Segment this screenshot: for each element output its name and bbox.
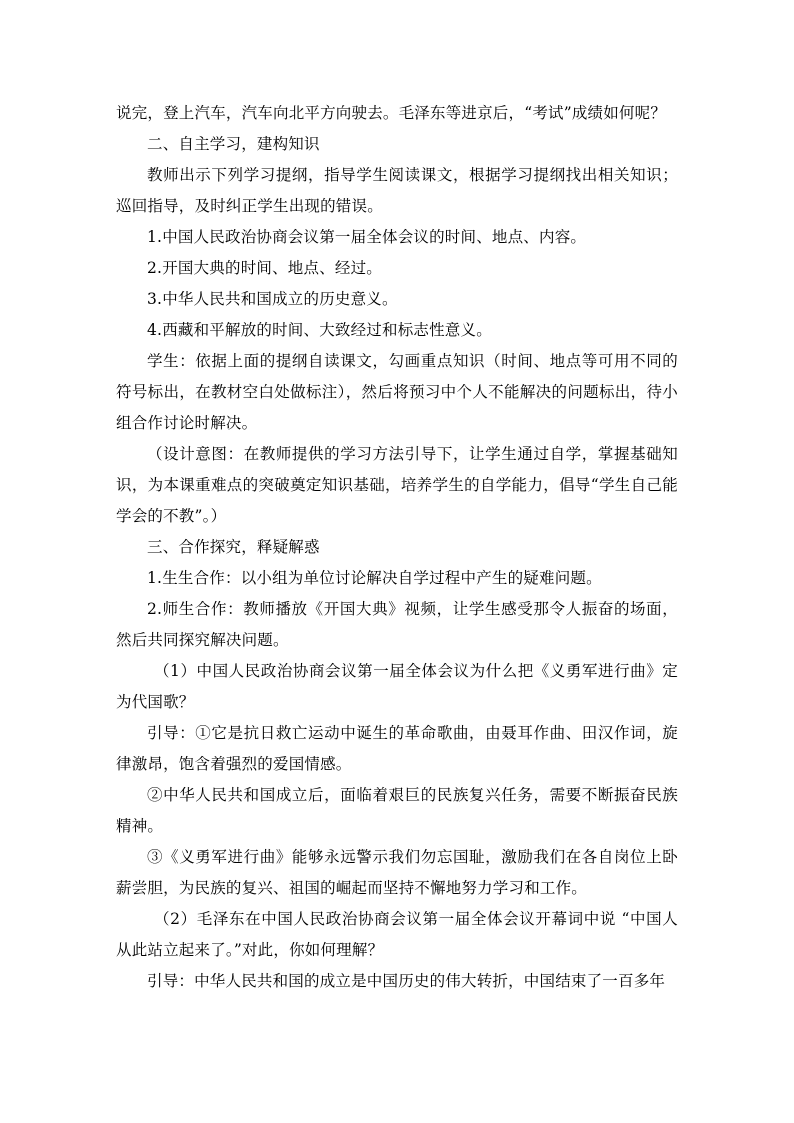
outline-item-3: 3.中华人民共和国成立的历史意义。 — [147, 290, 398, 308]
guidance-2: 引导：中华人民共和国的成立是中国历史的伟大转折，中国结束了一百多年 — [147, 972, 666, 990]
document-page — [116, 98, 678, 997]
guidance-1-b: ②中华人民共和国成立后，面临着艰巨的民族复兴任务，需要不断振奋民族精神。 — [116, 786, 678, 835]
outline-item-4: 4.西藏和平解放的时间、大致经过和标志性意义。 — [147, 321, 492, 339]
paragraph-student-cooperation: 1.生生合作：以小组为单位讨论解决自学过程中产生的疑难问题。 — [147, 569, 602, 587]
question-2: （2）毛泽东在中国人民政治协商会议第一届全体会议开幕词中说 “中国人从此站立起来了。”对此，你如何理解？ — [116, 910, 678, 959]
paragraph-teacher-student-cooperation: 2.师生合作：教师播放《开国大典》视频，让学生感受那令人振奋的场面，然后共同探究解决问题。 — [116, 600, 678, 649]
outline-item-2: 2.开国大典的时间、地点、经过。 — [147, 259, 382, 277]
guidance-1-a: 引导：①它是抗日救亡运动中诞生的革命歌曲，由聂耳作曲、田汉作词，旋律激昂，饱含着强烈的爱国情感。 — [116, 724, 678, 773]
guidance-1-c: ③《义勇军进行曲》能够永远警示我们勿忘国耻，激励我们在各自岗位上卧薪尝胆，为民族的复兴、祖国的崛起而坚持不懈地努力学习和工作。 — [116, 848, 678, 897]
paragraph-design-intent: （设计意图：在教师提供的学习方法引导下，让学生通过自学，掌握基础知识，为本课重难点的突破奠定知识基础，培养学生的自学能力，倡导“学生自己能学会的不教”。） — [116, 445, 678, 525]
paragraph-student-task: 学生：依据上面的提纲自读课文，勾画重点知识（时间、地点等可用不同的符号标出，在教材空白处做标注），然后将预习中个人不能解决的问题标出，待小组合作讨论时解决。 — [116, 352, 678, 432]
paragraph-teacher-instructions: 教师出示下列学习提纲，指导学生阅读课文，根据学习提纲找出相关知识；巡回指导，及时纠正学生出现的错误。 — [116, 166, 678, 215]
outline-item-1: 1.中国人民政治协商会议第一届全体会议的时间、地点、内容。 — [147, 228, 587, 246]
paragraph-intro-ending: 说完，登上汽车，汽车向北平方向驶去。毛泽东等进京后，“考试”成绩如何呢？ — [116, 104, 667, 122]
question-1: （1）中国人民政治协商会议第一届全体会议为什么把《义勇军进行曲》定为代国歌？ — [116, 662, 678, 711]
section-heading-cooperation: 三、合作探究，释疑解惑 — [147, 538, 320, 556]
section-heading-self-study: 二、自主学习，建构知识 — [147, 135, 320, 153]
